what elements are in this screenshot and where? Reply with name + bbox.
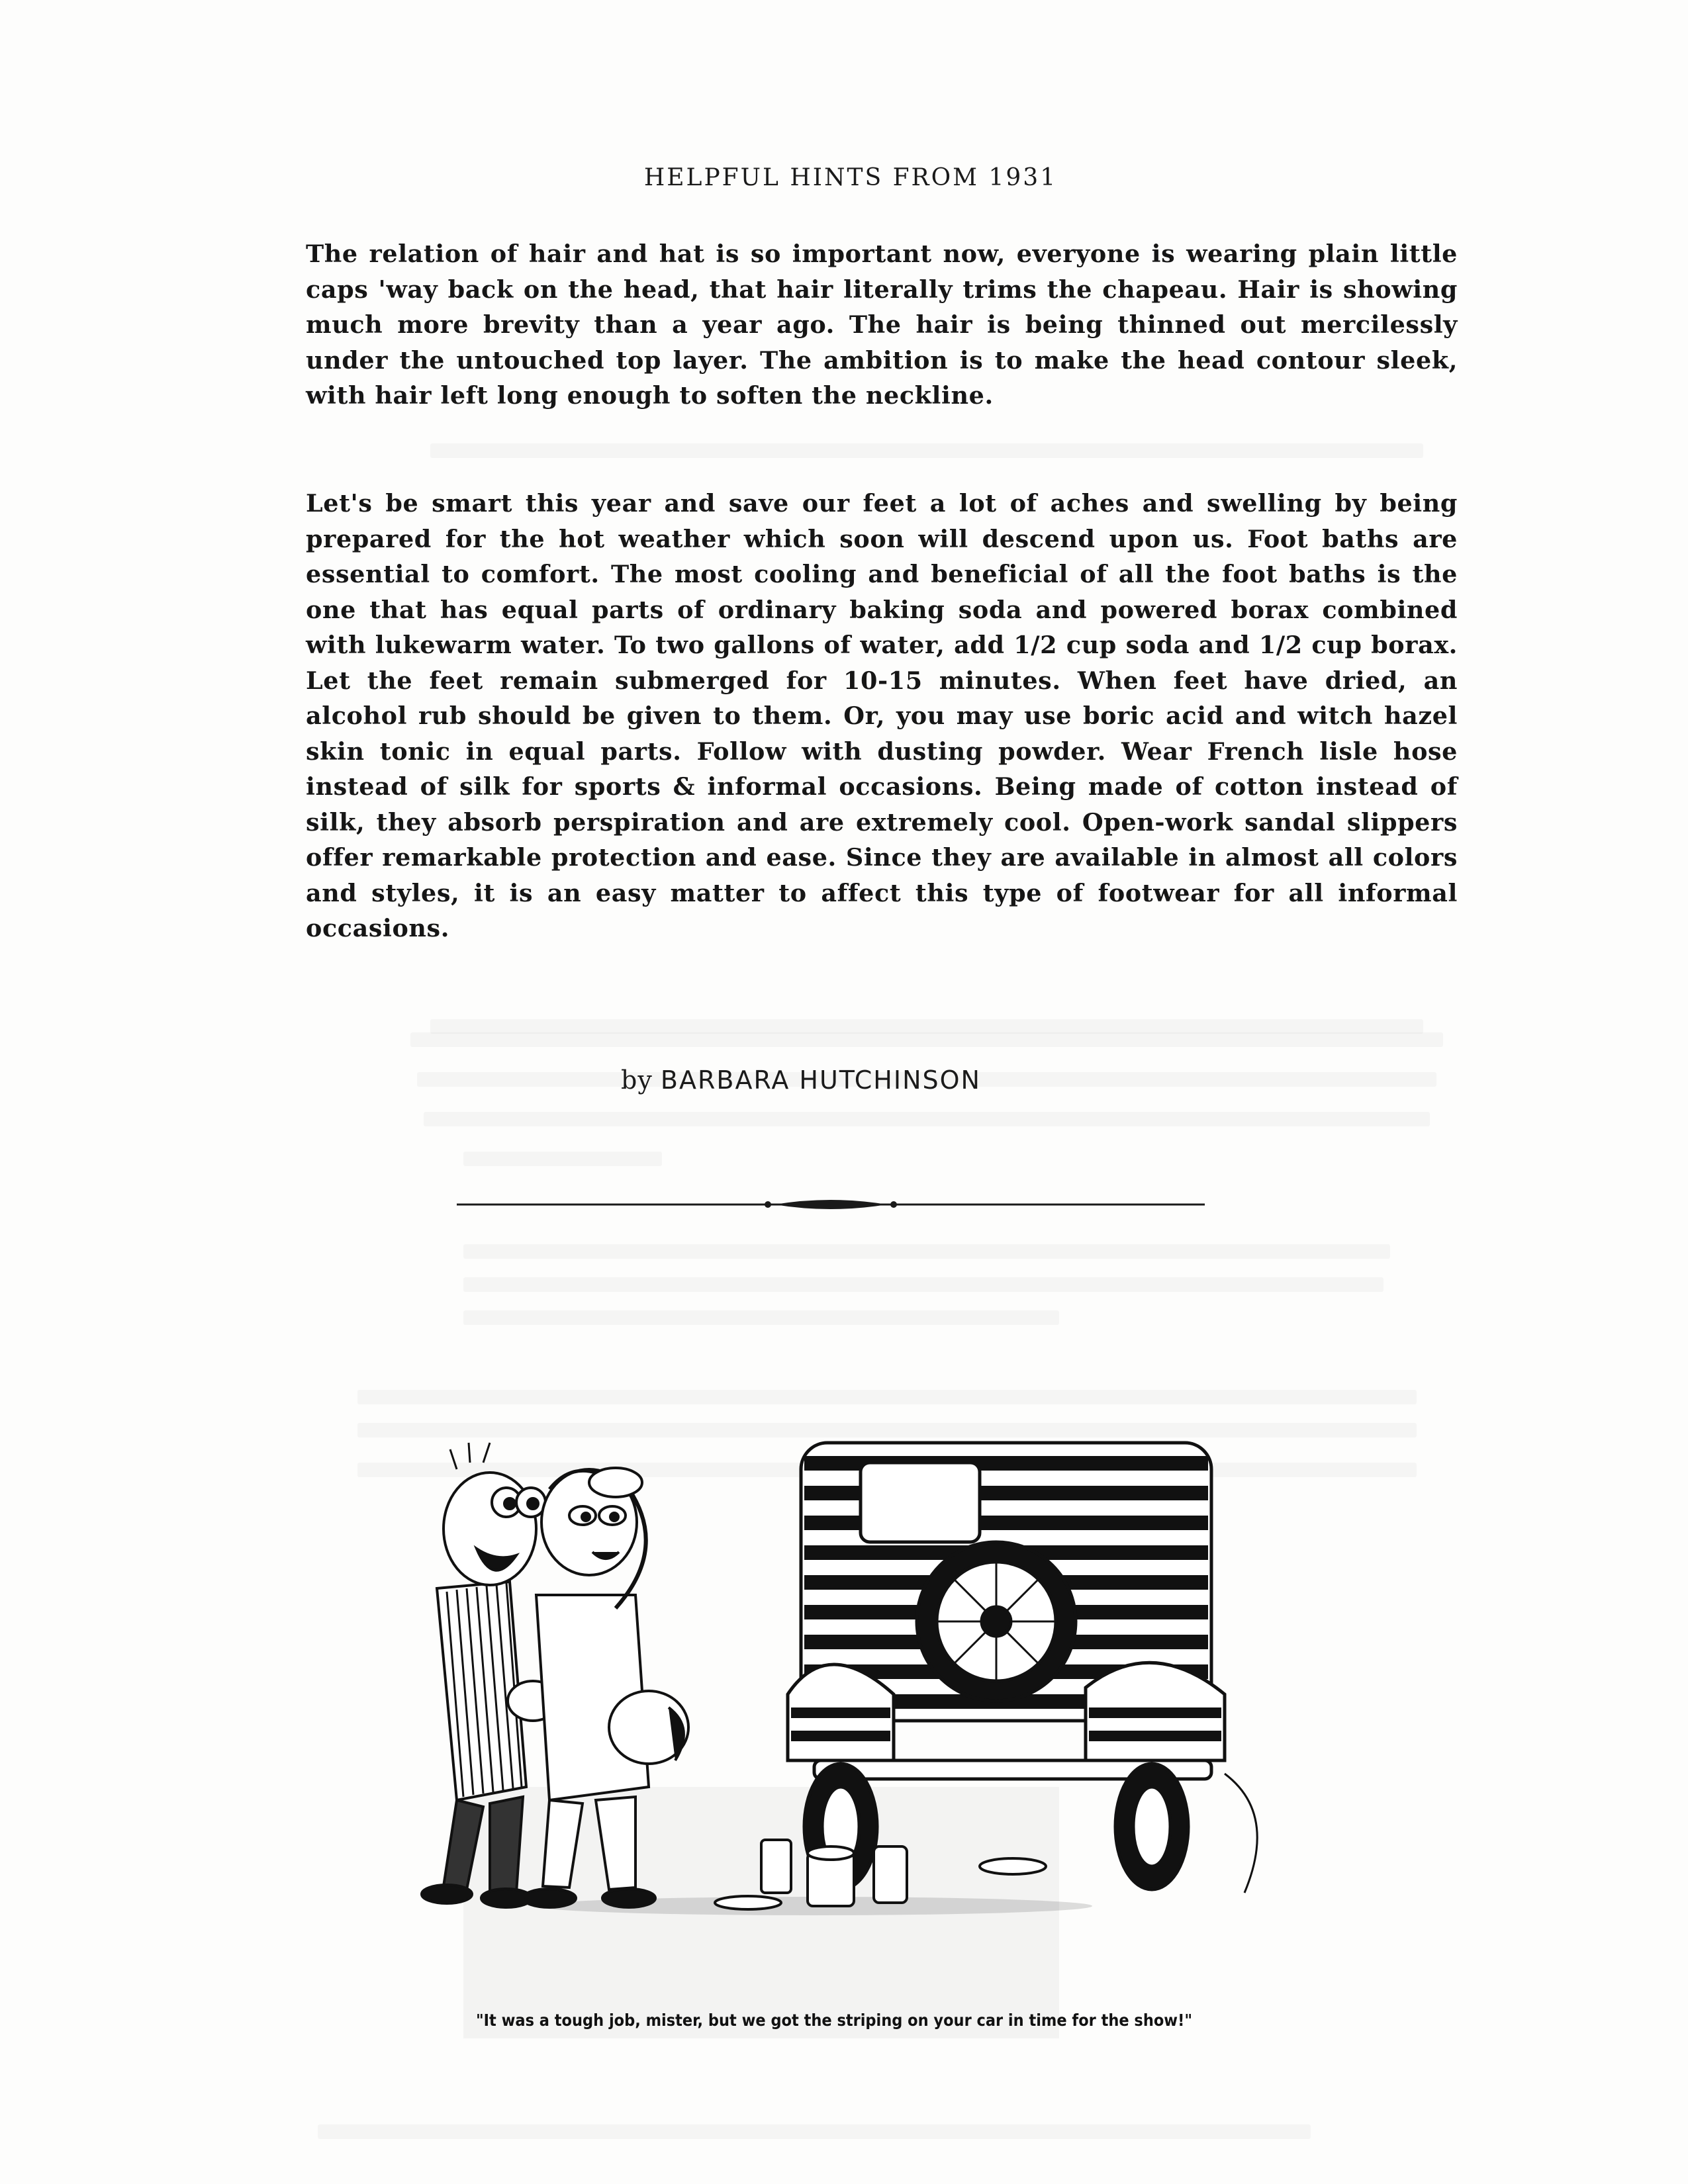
cartoon-caption: "It was a tough job, mister, but we got the striping on your car in time for the show!" [475,2011,1193,2030]
cartoon-illustration [417,1416,1284,1933]
page-title: HELPFUL HINTS FROM 1931 [643,164,1058,191]
paint-cans-figure [715,1840,1046,1909]
byline-prefix: by [621,1066,653,1095]
ornamental-divider [457,1191,1205,1218]
startled-man-figure [422,1443,558,1907]
byline-author: BARBARA HUTCHINSON [660,1066,981,1095]
painter-man-figure [523,1468,688,1907]
paragraph-foot-care: Let's be smart this year and save our feet a lot of aches and swelling by being prepared for the hot weather which soon will descend upon us. Foot baths are essential to comfort. The most cooling and beneficial of all the foot baths is the one that has equal parts of ordinary baking soda and powered borax combined with lukewarm water. To two gallons of water, add 1/2 cup soda and 1/2 cup borax. Let the feet remain submerged for 10-15 minutes. When feet have dried, an alcohol rub should be given to them. Or, you may use boric acid and witch hazel skin tonic in equal parts. Follow with dusting powder. Wear French lisle hose instead of silk for sports & informal occasions. Being made of cotton instead of silk, they absorb perspiration and are extremely cool. Open-work sandal slippers offer remarkable protection and ease. Since they are available in almost all colors and styles, it is an easy matter to affect this type of footwear for all informal occasions. [306,489,1458,942]
byline [0,1066,1688,1095]
paragraph-hair: The relation of hair and hat is so important now, everyone is wearing plain little caps 'way back on the head, that hair literally trims the chapeau. Hair is showing much more brevity than a year ago. The hair is being thinned out mercilessly under the untouched top layer. The ambition is to make the head contour sleek, with hair left long enough to soften the neckline. [306,240,1458,410]
striped-car-figure [788,1443,1257,1893]
